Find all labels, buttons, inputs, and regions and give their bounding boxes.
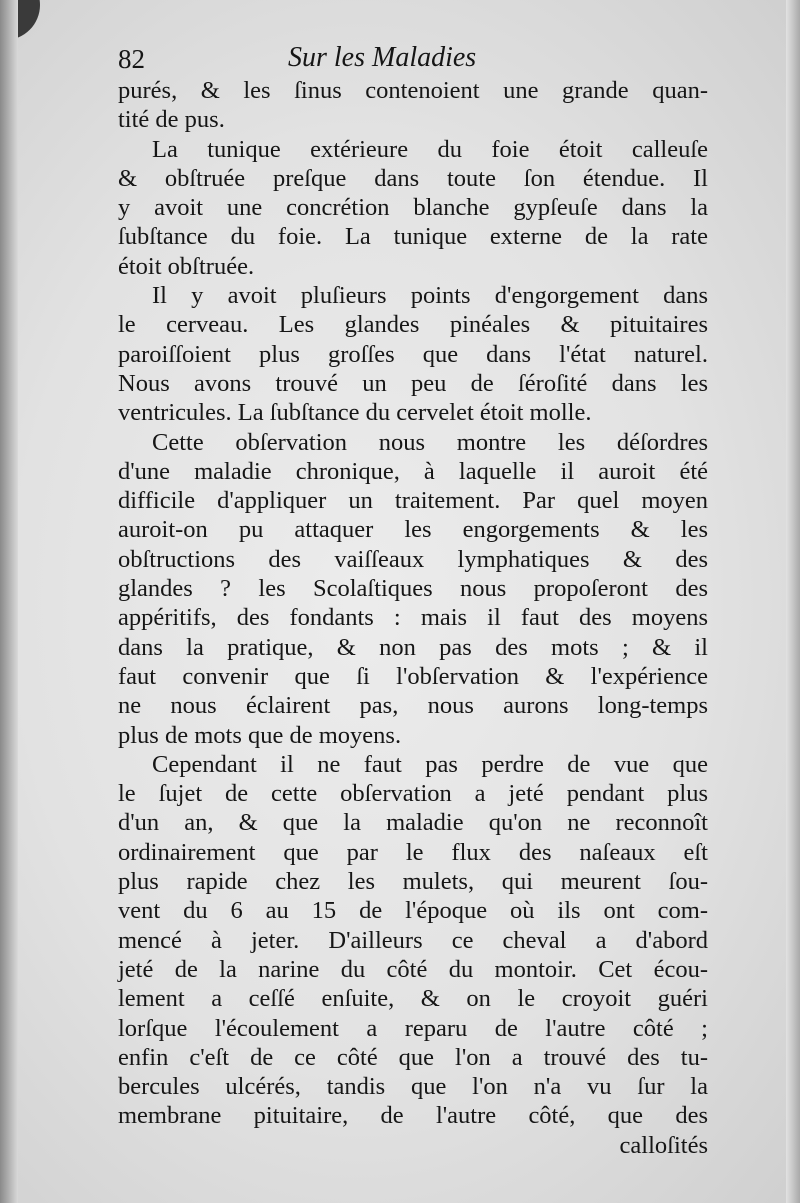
page-edge-shadow bbox=[786, 0, 800, 1203]
page-gutter-shadow bbox=[0, 0, 18, 1203]
text-line: jeté de la narine du côté du montoir. Cet écou- bbox=[118, 955, 708, 983]
text-line: ne nous éclairent pas, nous aurons long-temps bbox=[118, 692, 708, 720]
text-line: étoit obſtruée. bbox=[118, 252, 255, 280]
page-number: 82 bbox=[118, 44, 145, 74]
text-line: purés, & les ſinus contenoient une grande quan- bbox=[118, 77, 708, 104]
text-line: ventricules. La ſubſtance du cervelet étoit molle. bbox=[118, 399, 592, 427]
text-line: lorſque l'écoulement a reparu de l'autre côté ; bbox=[118, 1014, 708, 1042]
text-line: difficile d'appliquer un traitement. Par quel moyen bbox=[118, 487, 708, 515]
paragraph-start-line: Cependant il ne faut pas perdre de vue que bbox=[152, 750, 708, 778]
text-line: lement a ceſſé enſuite, & on le croyoit guéri bbox=[118, 985, 708, 1013]
text-line: d'une maladie chronique, à laquelle il auroit été bbox=[118, 457, 708, 485]
text-line: d'un an, & que la maladie qu'on ne reconnoît bbox=[118, 809, 708, 837]
text-line: mencé à jeter. D'ailleurs ce cheval a d'abord bbox=[118, 926, 708, 954]
text-line: y avoit une concrétion blanche gypſeuſe dans la bbox=[118, 194, 708, 222]
text-line: le ſujet de cette obſervation a jeté pendant plus bbox=[118, 780, 708, 808]
text-line: auroit-on pu attaquer les engorgements & les bbox=[118, 516, 708, 544]
text-line: faut convenir que ſi l'obſervation & l'expérience bbox=[118, 662, 708, 690]
text-line: obſtructions des vaiſſeaux lymphatiques & des bbox=[118, 545, 708, 573]
text-line: plus rapide chez les mulets, qui meurent ſou- bbox=[118, 868, 708, 896]
text-line: paroiſſoient plus groſſes que dans l'état naturel. bbox=[118, 340, 708, 368]
text-line: ſubſtance du foie. La tunique externe de la rate bbox=[118, 223, 708, 251]
text-line: vent du 6 au 15 de l'époque où ils ont com- bbox=[118, 897, 708, 925]
text-line: bercules ulcérés, tandis que l'on n'a vu ſur la bbox=[118, 1073, 708, 1101]
body-text bbox=[118, 76, 708, 1160]
paragraph-start-line: La tunique extérieure du foie étoit calleuſe bbox=[152, 135, 708, 163]
text-line: enfin c'eſt de ce côté que l'on a trouvé des tu- bbox=[118, 1043, 708, 1071]
text-line: le cerveau. Les glandes pinéales & pituitaires bbox=[118, 311, 708, 339]
text-line: tité de pus. bbox=[118, 106, 225, 134]
text-line: ordinairement que par le flux des naſeaux eſt bbox=[118, 838, 708, 866]
text-line: membrane pituitaire, de l'autre côté, que des bbox=[118, 1102, 708, 1130]
text-line: glandes ? les Scolaſtiques nous propoſeront des bbox=[118, 575, 708, 603]
text-line: & obſtruée preſque dans toute ſon étendue. Il bbox=[118, 164, 708, 192]
text-line: plus de mots que de moyens. bbox=[118, 721, 402, 749]
text-line: appéritifs, des fondants : mais il faut des moyens bbox=[118, 604, 708, 632]
paragraph-start-line: Cette obſervation nous montre les déſordres bbox=[152, 428, 708, 456]
text-line: Nous avons trouvé un peu de ſéroſité dans les bbox=[118, 369, 708, 397]
paragraph-start-line: Il y avoit pluſieurs points d'engorgement dans bbox=[152, 282, 708, 310]
running-title: Sur les Maladies bbox=[288, 42, 477, 73]
catchword: calloſités bbox=[619, 1131, 708, 1159]
text-line: dans la pratique, & non pas des mots ; & il bbox=[118, 633, 708, 661]
